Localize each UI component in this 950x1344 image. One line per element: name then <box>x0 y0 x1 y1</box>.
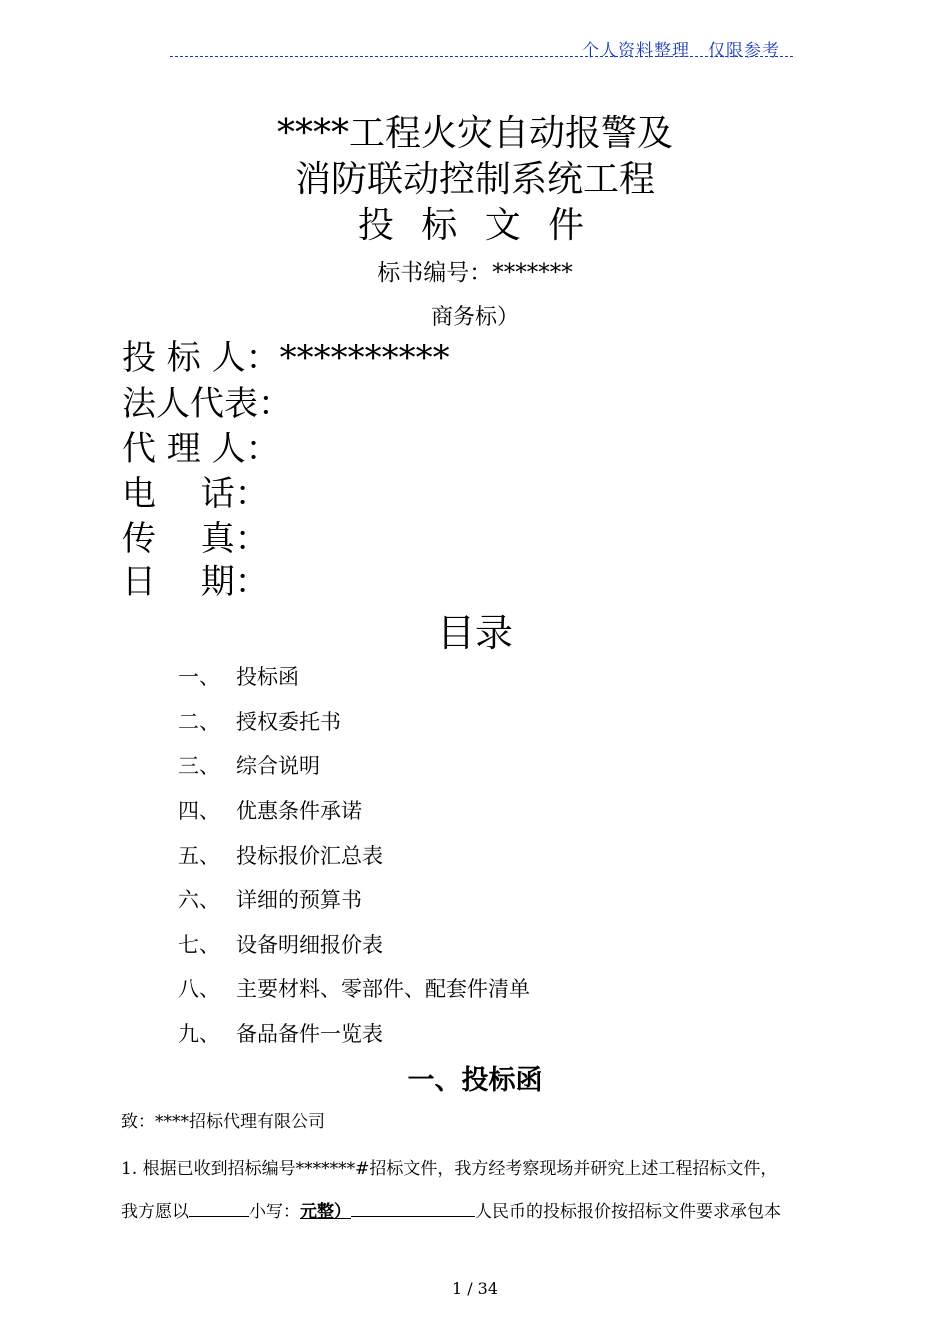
toc-item-label: 投标函 <box>236 665 299 689</box>
document-title-line-1: ****工程火灾自动报警及 <box>276 113 673 154</box>
toc-item-number: 七、 <box>178 933 220 957</box>
toc-item-label: 授权委托书 <box>236 710 341 734</box>
bid-number: 标书编号：******* <box>377 260 573 286</box>
amount-unit: 元整） <box>300 1202 351 1222</box>
toc-item-label: 综合说明 <box>236 754 320 778</box>
toc-item-label: 主要材料、零部件、配套件清单 <box>236 977 530 1001</box>
toc-item-label: 详细的预算书 <box>236 888 362 912</box>
section-title: 一、投标函 <box>407 1065 543 1096</box>
page-number: 1 / 34 <box>451 1279 499 1298</box>
toc-item-number: 四、 <box>178 799 220 823</box>
toc-item-number: 六、 <box>178 888 220 912</box>
date-field: 日 期： <box>122 562 269 602</box>
toc-item-number: 二、 <box>178 710 220 734</box>
document-title-line-3: 投 标 文 件 <box>357 205 593 246</box>
amount-blank <box>189 1198 249 1217</box>
toc-item <box>178 706 341 736</box>
letter-text-segment: 人民币的投标报价按招标文件要求承包本 <box>475 1202 781 1222</box>
fax-field: 传 真： <box>122 519 269 559</box>
agent-field: 代 理 人： <box>122 429 280 469</box>
toc-item-number: 八、 <box>178 977 220 1001</box>
toc-item <box>178 929 383 959</box>
header-note: 个人资料整理 仅限参考 <box>582 41 780 61</box>
letter-paragraph-line-1: 1. 根据已收到招标编号*******#招标文件，我方经考察现场并研究上述工程招标文件， <box>121 1159 778 1179</box>
toc-item-label: 备品备件一览表 <box>236 1022 383 1046</box>
letter-text-segment: 我方愿以 <box>121 1202 189 1222</box>
letter-recipient: 致：****招标代理有限公司 <box>121 1112 325 1132</box>
toc-item-number: 五、 <box>178 844 220 868</box>
amount-blank <box>351 1198 475 1217</box>
legal-rep-field: 法人代表： <box>122 384 292 424</box>
letter-text-segment: 小写： <box>249 1202 300 1222</box>
toc-item <box>178 1018 383 1048</box>
toc-item <box>178 884 362 914</box>
toc-item-number: 九、 <box>178 1022 220 1046</box>
toc-item <box>178 661 299 691</box>
toc-item-label: 优惠条件承诺 <box>236 799 362 823</box>
toc-item-number: 三、 <box>178 754 220 778</box>
phone-field: 电 话： <box>122 474 269 514</box>
toc-title: 目录 <box>436 611 513 655</box>
bid-type: 商务标） <box>430 305 519 330</box>
toc-item-label: 设备明细报价表 <box>236 933 383 957</box>
toc-item-label: 投标报价汇总表 <box>236 844 383 868</box>
toc-item <box>178 973 530 1003</box>
toc-item-number: 一、 <box>178 665 220 689</box>
toc-item <box>178 795 362 825</box>
document-title-line-2: 消防联动控制系统工程 <box>294 159 655 200</box>
toc-item <box>178 750 320 780</box>
bidder-field: 投 标 人：********** <box>122 338 450 378</box>
toc-item <box>178 840 383 870</box>
header-divider <box>170 56 793 57</box>
letter-paragraph-line-2 <box>121 1197 781 1222</box>
